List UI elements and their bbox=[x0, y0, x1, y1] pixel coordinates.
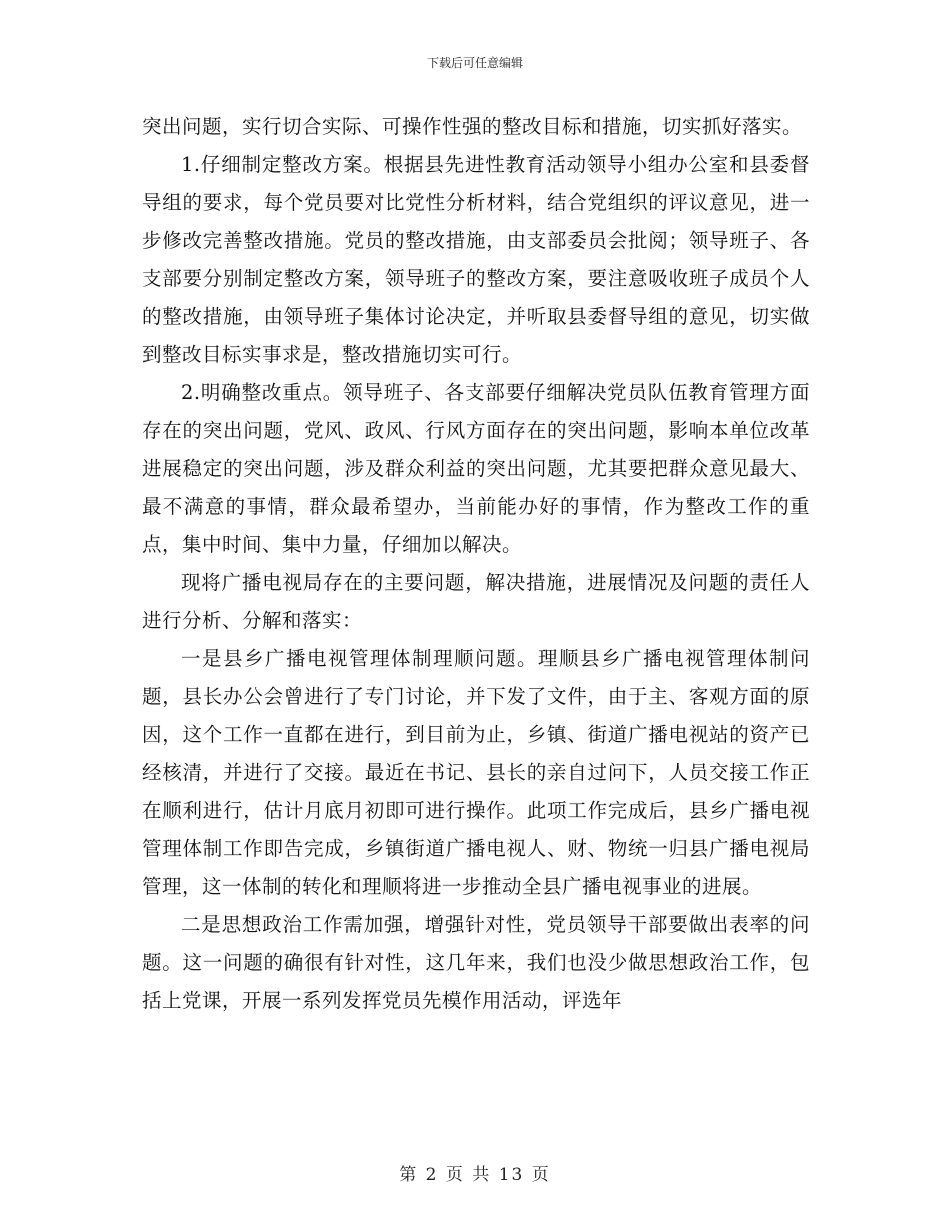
paragraph: 突出问题，实行切合实际、可操作性强的整改目标和措施，切实抓好落实。 bbox=[142, 115, 803, 138]
document-body bbox=[142, 108, 810, 1020]
paragraph: 1.仔细制定整改方案。根据县先进性教育活动领导小组办公室和县委督导组的要求，每个党员要对比党性分析材料，结合党组织的评议意见，进一步修改完善整改措施。党员的整改措施，由支部委员会批阅；领导班子、各支部要分别制定整改方案，领导班子的整改方案，要注意吸收班子成员个人的整改措施，由领导班子集体讨论决定，并听取县委督导组的意见，切实做到整改目标实事求是，整改措施切实可行。 bbox=[142, 153, 810, 366]
page-number: 第 2 页 共 13 页 bbox=[399, 1165, 551, 1185]
paragraph: 二是思想政治工作需加强，增强针对性，党员领导干部要做出表率的问题。这一问题的确很有针对性，这几年来，我们也没少做思想政治工作，包括上党课，开展一系列发挥党员先模作用活动，评选年 bbox=[142, 913, 810, 1012]
paragraph: 现将广播电视局存在的主要问题，解决措施，进展情况及问题的责任人进行分析、分解和落实： bbox=[142, 571, 810, 632]
paragraph: 2.明确整改重点。领导班子、各支部要仔细解决党员队伍教育管理方面存在的突出问题，党风、政风、行风方面存在的突出问题，影响本单位改革进展稳定的突出问题，涉及群众利益的突出问题，尤其要把群众意见最大、最不满意的事情，群众最希望办，当前能办好的事情，作为整改工作的重点，集中时间、集中力量，仔细加以解决。 bbox=[142, 381, 810, 556]
page-header: 下载后可任意编辑 bbox=[426, 56, 523, 70]
paragraph: 一是县乡广播电视管理体制理顺问题。理顺县乡广播电视管理体制问题，县长办公会曾进行了专门讨论，并下发了文件，由于主、客观方面的原因，这个工作一直都在进行，到目前为止，乡镇、街道广播电视站的资产已经核清，并进行了交接。最近在书记、县长的亲自过问下，人员交接工作正在顺利进行，估计月底月初即可进行操作。此项工作完成后，县乡广播电视管理体制工作即告完成，乡镇街道广播电视人、财、物统一归县广播电视局管理，这一体制的转化和理顺将进一步推动全县广播电视事业的进展。 bbox=[142, 647, 810, 898]
